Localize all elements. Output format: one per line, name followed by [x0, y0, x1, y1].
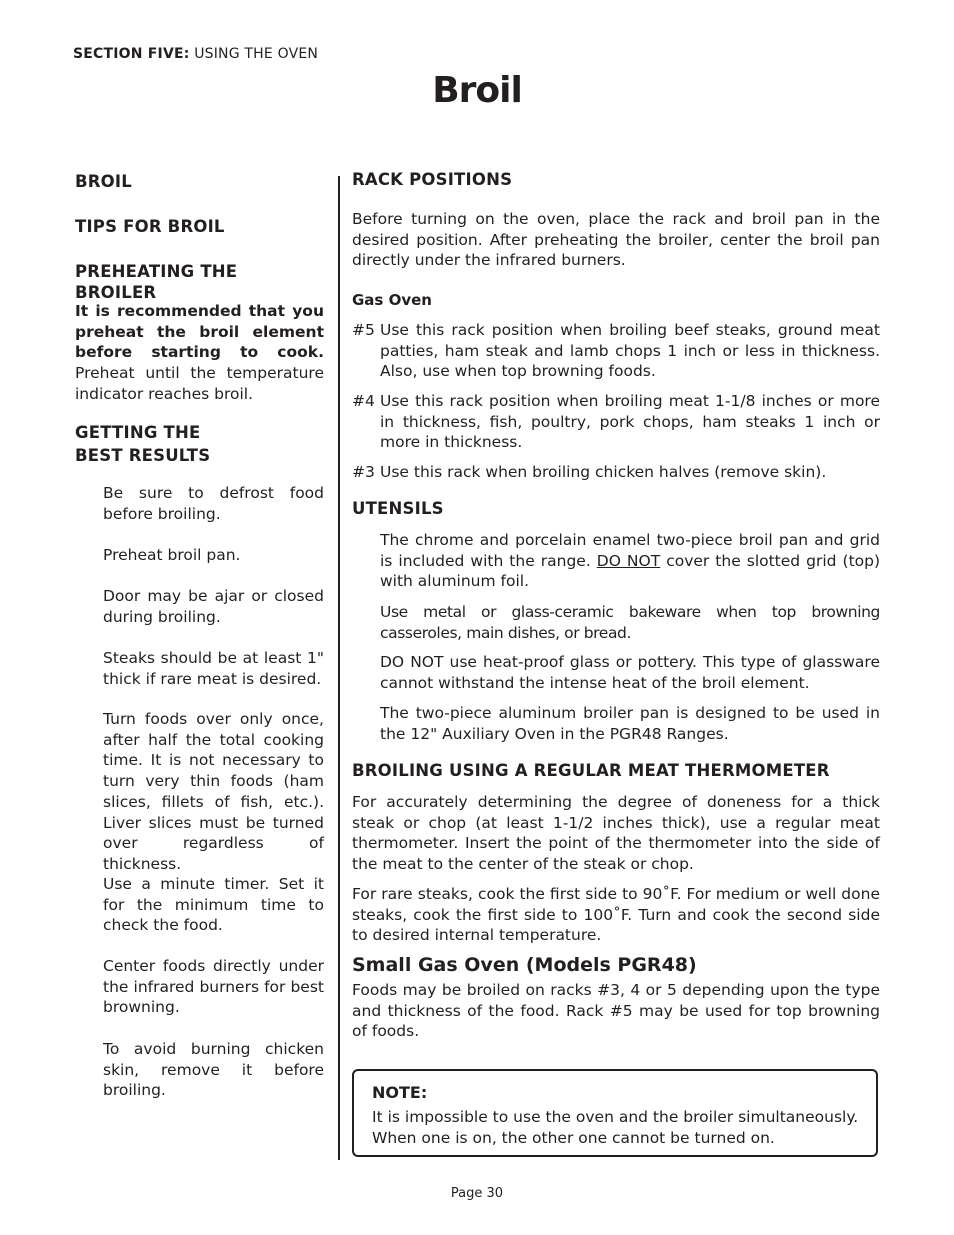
section-label: SECTION FIVE: — [73, 46, 190, 62]
heading-preheat: PREHEATING THE BROILER — [75, 262, 238, 302]
preheat-bold: It is recommended that you preheat the broil element before starting to cook. — [75, 302, 324, 362]
heading-small-gas-oven: Small Gas Oven (Models PGR48) — [352, 954, 697, 976]
note-box — [352, 1069, 878, 1157]
tip-item: Center foods directly under the infrared burners for best browning. — [103, 957, 324, 1017]
utensil-text: The chrome and porcelain enamel two-piece broil pan and grid is included with the range. — [380, 531, 880, 570]
preheat-paragraph — [75, 301, 324, 405]
heading-utensils: UTENSILS — [352, 499, 444, 518]
heading-rack-positions: RACK POSITIONS — [352, 170, 513, 189]
tip-item: Steaks should be at least 1" thick if rare meat is desired. — [103, 649, 324, 688]
tip-item: Preheat broil pan. — [103, 546, 241, 564]
preheat-rest: Preheat until the temperature indicator reaches broil. — [75, 364, 324, 403]
rack-number: #5 — [352, 321, 375, 339]
rack-text: Use this rack position when broiling beef steaks, ground meat patties, ham steak and lamb chops 1 inch or less in thickness. Also, use when top browning foods. — [380, 321, 880, 381]
heading-thermometer: BROILING USING A REGULAR MEAT THERMOMETER — [352, 761, 830, 780]
heading-results-line1: GETTING THE — [75, 423, 201, 442]
utensil-paragraph: DO NOT use heat-proof glass or pottery. This type of glassware cannot withstand the intense heat of the broil element. — [380, 653, 880, 692]
heading-results — [75, 421, 324, 467]
utensil-text: cover the slotted grid (top) with aluminum foil. — [380, 551, 881, 591]
tip-item: Use a minute timer. Set it for the minimum time to check the food. — [103, 875, 324, 935]
rack-item — [352, 320, 880, 382]
tip-item: Turn foods over only once, after half the total cooking time. It is not necessary to turn very thin foods (ham slices, fillets of fish, etc.). Liver slices must be turned over regardless of thickness. — [103, 710, 324, 873]
rack-number: #4 — [352, 392, 375, 410]
rack-text: Use this rack position when broiling meat 1-1/8 inches or more in thickness, fish, poultry, pork chops, ham steaks 1 inch or more in thickness. — [380, 392, 880, 452]
utensil-paragraph — [380, 530, 880, 592]
note-heading: NOTE: — [372, 1083, 428, 1102]
thermometer-paragraph: For accurately determining the degree of doneness for a thick steak or chop (at least 1-1/2 inches thick), use a regular meat thermometer. Insert the point of the thermometer into the side of the meat to the center of the steak or chop. — [352, 793, 880, 874]
heading-broil: BROIL — [75, 172, 132, 191]
utensil-paragraph: The two-piece aluminum broiler pan is designed to be used in the 12" Auxiliary Oven in the PGR48 Ranges. — [380, 704, 880, 743]
tip-item: Be sure to defrost food before broiling. — [103, 484, 324, 523]
section-name: USING THE OVEN — [189, 46, 319, 62]
heading-tips: TIPS FOR BROIL — [75, 217, 225, 236]
rack-number: #3 — [352, 463, 375, 481]
thermometer-paragraph: For rare steaks, cook the first side to 90˚F. For medium or well done steaks, cook the first side to 100˚F. Turn and cook the second side to desired internal temperature. — [352, 885, 880, 945]
rack-intro: Before turning on the oven, place the rack and broil pan in the desired position. After preheating the broiler, center the broil pan directly under the infrared burners. — [352, 210, 880, 270]
section-header — [73, 46, 318, 62]
utensil-paragraph: Use metal or glass-ceramic bakeware when top browning casseroles, main dishes, or bread. — [380, 603, 880, 642]
note-text: It is impossible to use the oven and the broiler simultaneously. When one is on, the other one cannot be turned on. — [372, 1108, 859, 1147]
tip-item: To avoid burning chicken skin, remove it before broiling. — [103, 1040, 324, 1100]
heading-gas-oven: Gas Oven — [352, 291, 432, 309]
column-divider — [338, 176, 340, 1160]
utensil-underline: DO NOT — [596, 551, 661, 570]
small-oven-paragraph: Foods may be broiled on racks #3, 4 or 5 depending upon the type and thickness of the food. Rack #5 may be used for top browning of foods. — [352, 981, 880, 1041]
rack-item — [352, 462, 880, 483]
rack-text: Use this rack when broiling chicken halves (remove skin). — [380, 463, 827, 481]
page-title: Broil — [432, 70, 522, 111]
tip-item: Door may be ajar or closed during broiling. — [103, 587, 324, 626]
rack-item — [352, 391, 880, 453]
heading-results-line2: BEST RESULTS — [75, 446, 211, 465]
page-number: Page 30 — [450, 1186, 504, 1201]
